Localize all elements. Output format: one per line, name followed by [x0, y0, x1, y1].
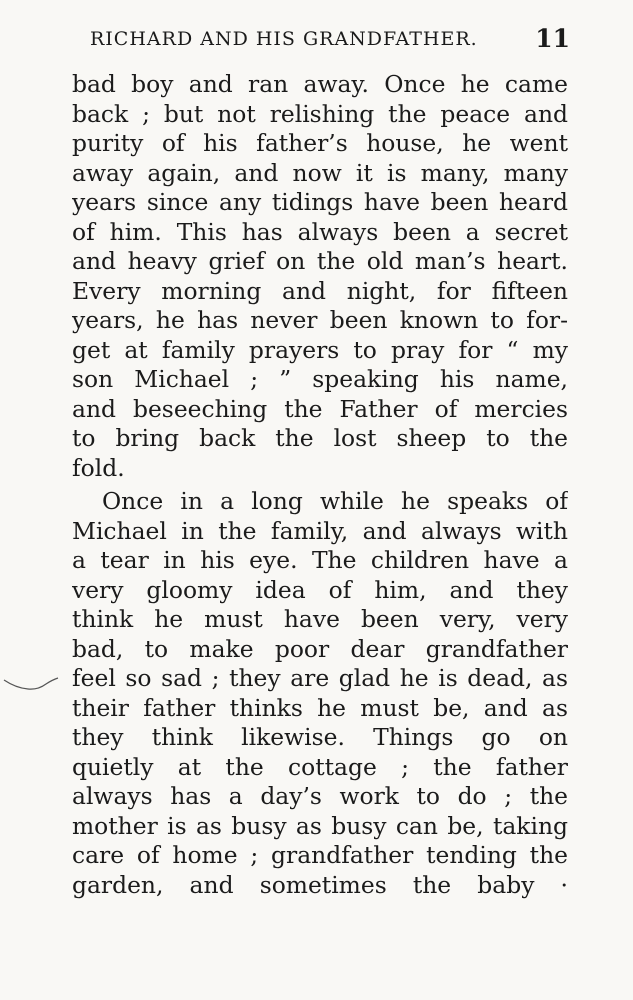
- text-line: purity of his father’s house, he went: [72, 129, 568, 157]
- running-head: RICHARD AND HIS GRANDFATHER.: [90, 28, 478, 50]
- text-line: a tear in his eye. The children have a: [72, 546, 568, 574]
- text-line: they think likewise. Things go on: [72, 723, 568, 751]
- text-line: away again, and now it is many, many: [72, 158, 568, 187]
- text-line: care of home ; grandfather tending the: [72, 841, 568, 869]
- text-line: their father thinks he must be, and as: [72, 693, 568, 722]
- text-line: bad, to make poor dear grandfather: [72, 634, 568, 663]
- text-line: fold.: [72, 453, 125, 482]
- text-line: of him. This has always been a secret: [72, 217, 568, 246]
- text-line: quietly at the cottage ; the father: [72, 752, 568, 781]
- page-header: [90, 24, 570, 56]
- body-text: [72, 70, 568, 900]
- text-line: back ; but not relishing the peace and: [72, 99, 568, 128]
- text-line: always has a day’s work to do ; the: [72, 782, 568, 810]
- text-line: think he must have been very, very: [72, 605, 568, 633]
- text-line: to bring back the lost sheep to the: [72, 424, 568, 452]
- text-line: Michael in the family, and always with: [72, 516, 568, 545]
- margin-pencil-mark: [2, 668, 62, 698]
- text-line: feel so sad ; they are glad he is dead, as: [72, 664, 568, 692]
- page-number: 11: [535, 24, 570, 53]
- text-line: son Michael ; ” speaking his name,: [72, 365, 568, 393]
- text-line: bad boy and ran away. Once he came: [72, 70, 568, 98]
- text-line: garden, and sometimes the baby ·: [72, 870, 568, 899]
- paragraph-2: [72, 487, 568, 900]
- text-line: years since any tidings have been heard: [72, 188, 568, 216]
- text-line: years, he has never been known to for-: [72, 306, 568, 334]
- paragraph-1: [72, 70, 568, 483]
- text-line: and heavy grief on the old man’s heart.: [72, 247, 568, 275]
- text-line: Every morning and night, for fifteen: [72, 276, 568, 305]
- text-line: mother is as busy as busy can be, taking: [72, 811, 568, 840]
- text-line: very gloomy idea of him, and they: [72, 575, 568, 604]
- text-line: get at family prayers to pray for “ my: [72, 335, 568, 364]
- text-line: Once in a long while he speaks of: [102, 487, 568, 515]
- text-line: and beseeching the Father of mercies: [72, 394, 568, 423]
